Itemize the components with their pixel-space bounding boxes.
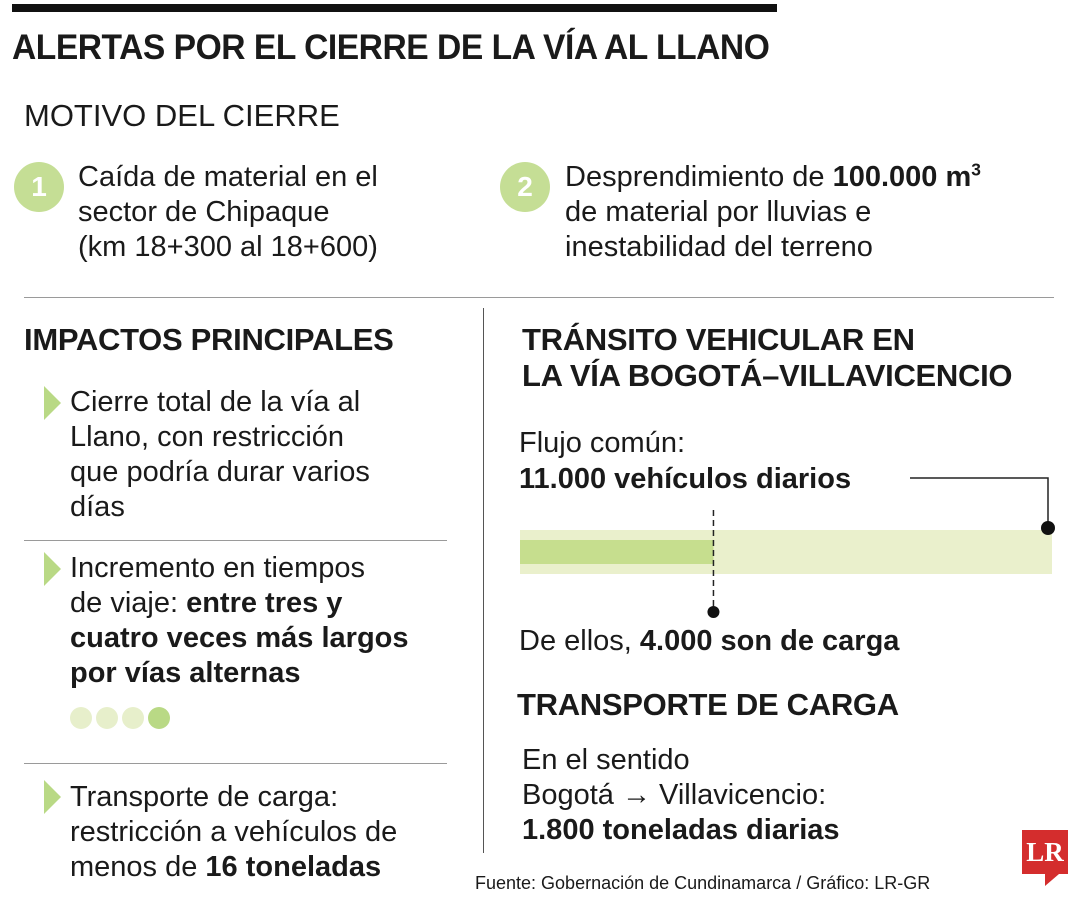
number-badge-1: 1 bbox=[14, 162, 64, 212]
top-rule bbox=[12, 4, 777, 12]
motivo-2-highlight: 100.000 m bbox=[832, 161, 972, 193]
transporte-heading: TRANSPORTE DE CARGA bbox=[517, 687, 899, 722]
impacto-item-2 bbox=[70, 551, 409, 691]
transito-heading-line2: LA VÍA BOGOTÁ–VILLAVICENCIO bbox=[522, 358, 1013, 393]
section-divider bbox=[24, 297, 1054, 298]
transporte-body bbox=[522, 743, 840, 848]
motivo-item-2 bbox=[565, 160, 981, 265]
motivo-2-line2: de material por lluvias e bbox=[565, 196, 872, 228]
transporte-value: 1.800 toneladas diarias bbox=[522, 814, 840, 846]
motivo-1-line2: sector de Chipaque bbox=[78, 196, 330, 228]
impacto-2-line2a: de viaje: bbox=[70, 587, 187, 619]
impacto-item-3 bbox=[70, 780, 397, 885]
impacto-item-1 bbox=[70, 385, 370, 525]
carga-value: 4.000 son de carga bbox=[639, 625, 900, 657]
impacto-3-line3a: menos de bbox=[70, 851, 206, 883]
leader-line-total bbox=[910, 478, 1048, 528]
transporte-line2: Bogotá → Villavicencio: bbox=[522, 779, 827, 811]
impacto-divider-1 bbox=[24, 540, 447, 541]
lr-logo-tail bbox=[1045, 874, 1059, 886]
transito-heading-line1: TRÁNSITO VEHICULAR EN bbox=[522, 322, 915, 357]
motivo-2-pre: Desprendimiento de bbox=[565, 161, 833, 193]
impacto-1-line1: Cierre total de la vía al bbox=[70, 386, 361, 418]
impacto-2-line1: Incremento en tiempos bbox=[70, 552, 365, 584]
flujo-value: 11.000 vehículos diarios bbox=[519, 463, 852, 495]
arrow-icon bbox=[44, 552, 61, 586]
impacto-3-line2: restricción a vehículos de bbox=[70, 816, 398, 848]
impacto-2-line4: por vías alternas bbox=[70, 657, 301, 689]
severity-dot bbox=[96, 707, 118, 729]
impacto-1-line2: Llano, con restricción bbox=[70, 421, 345, 453]
impacto-2-line2b: entre tres y bbox=[186, 587, 343, 619]
number-badge-2: 2 bbox=[500, 162, 550, 212]
lr-logo: LR bbox=[1022, 830, 1068, 874]
traffic-bar-chart bbox=[500, 470, 1070, 630]
motivo-2-sup: 3 bbox=[971, 159, 981, 180]
bar-carga bbox=[520, 540, 713, 564]
severity-dots bbox=[70, 707, 174, 734]
motivo-1-line3: (km 18+300 al 18+600) bbox=[78, 231, 378, 263]
leader-dot-total bbox=[1041, 521, 1055, 535]
motivo-2-line3: inestabilidad del terreno bbox=[565, 231, 873, 263]
impactos-heading: IMPACTOS PRINCIPALES bbox=[24, 322, 394, 357]
flujo-label: Flujo común: bbox=[519, 427, 686, 459]
leader-dot-carga bbox=[707, 606, 719, 618]
impacto-2-line3: cuatro veces más largos bbox=[70, 622, 409, 654]
impacto-1-line4: días bbox=[70, 491, 125, 523]
impacto-1-line3: que podría durar varios bbox=[70, 456, 370, 488]
impacto-divider-2 bbox=[24, 763, 447, 764]
arrow-icon bbox=[44, 386, 61, 420]
severity-dot bbox=[70, 707, 92, 729]
severity-dot bbox=[122, 707, 144, 729]
carga-pre: De ellos, bbox=[519, 625, 640, 657]
page-title: ALERTAS POR EL CIERRE DE LA VÍA AL LLANO bbox=[12, 28, 770, 67]
column-divider bbox=[483, 308, 484, 853]
motivo-heading: MOTIVO DEL CIERRE bbox=[24, 98, 340, 133]
impacto-3-line3b: 16 toneladas bbox=[205, 851, 382, 883]
source-note: Fuente: Gobernación de Cundinamarca / Gráfico: LR-GR bbox=[475, 873, 931, 893]
carga-text bbox=[519, 624, 899, 659]
impacto-3-line1: Transporte de carga: bbox=[70, 781, 339, 813]
transporte-line1: En el sentido bbox=[522, 744, 690, 776]
arrow-icon bbox=[44, 780, 61, 814]
motivo-1-line1: Caída de material en el bbox=[78, 161, 378, 193]
motivo-item-1 bbox=[78, 160, 378, 265]
severity-dot bbox=[148, 707, 170, 729]
